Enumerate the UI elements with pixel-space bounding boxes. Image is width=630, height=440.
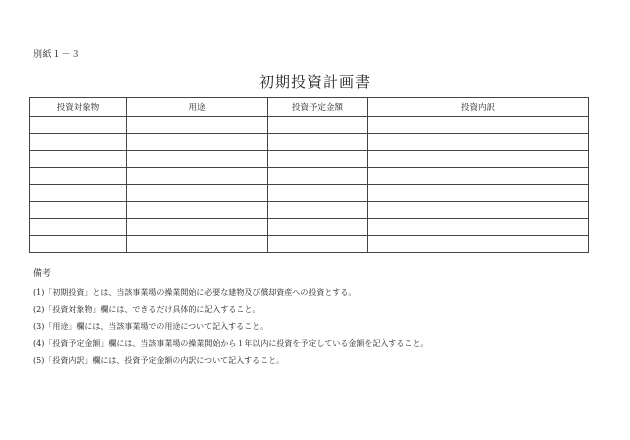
note-item: (3)「用途」欄には、当該事業場での用途について記入すること。 (33, 322, 269, 331)
table-header-row (30, 98, 589, 117)
cell-purpose[interactable] (127, 185, 268, 202)
cell-planned-amount[interactable] (268, 185, 368, 202)
cell-purpose[interactable] (127, 134, 268, 151)
header-planned-amount: 投資予定金額 (268, 98, 368, 117)
note-item: (5)「投資内訳」欄には、投資予定金額の内訳について記入すること。 (33, 356, 285, 365)
table-row (30, 236, 589, 253)
note-item: (1)「初期投資」とは、当該事業場の操業開始に必要な建物及び償却資産への投資とする。 (33, 288, 357, 297)
cell-purpose[interactable] (127, 236, 268, 253)
header-investment-target: 投資対象物 (30, 98, 127, 117)
cell-investment-breakdown[interactable] (368, 151, 589, 168)
notes-list (33, 284, 428, 369)
cell-purpose[interactable] (127, 151, 268, 168)
cell-investment-target[interactable] (30, 219, 127, 236)
page-title: 初期投資計画書 (258, 73, 371, 91)
cell-investment-breakdown[interactable] (368, 202, 589, 219)
cell-investment-target[interactable] (30, 134, 127, 151)
table-row (30, 134, 589, 151)
cell-investment-breakdown[interactable] (368, 168, 589, 185)
annex-label: 別紙１－３ (33, 50, 81, 60)
note-item: (2)「投資対象物」欄には、できるだけ具体的に記入すること。 (33, 305, 261, 314)
cell-planned-amount[interactable] (268, 151, 368, 168)
table-row (30, 219, 589, 236)
table-body (30, 117, 589, 253)
table-row (30, 185, 589, 202)
header-investment-breakdown: 投資内訳 (368, 98, 589, 117)
cell-planned-amount[interactable] (268, 168, 368, 185)
cell-investment-target[interactable] (30, 185, 127, 202)
cell-investment-target[interactable] (30, 168, 127, 185)
cell-investment-target[interactable] (30, 236, 127, 253)
cell-planned-amount[interactable] (268, 236, 368, 253)
table-row (30, 202, 589, 219)
cell-purpose[interactable] (127, 117, 268, 134)
cell-investment-breakdown[interactable] (368, 219, 589, 236)
note-item: (4)「投資予定金額」欄には、当該事業場の操業開始から１年以内に投資を予定している金額を記入すること。 (33, 339, 429, 348)
investment-plan-table (29, 97, 589, 253)
cell-planned-amount[interactable] (268, 134, 368, 151)
cell-investment-breakdown[interactable] (368, 134, 589, 151)
cell-investment-target[interactable] (30, 117, 127, 134)
cell-purpose[interactable] (127, 219, 268, 236)
cell-planned-amount[interactable] (268, 117, 368, 134)
cell-investment-breakdown[interactable] (368, 236, 589, 253)
cell-investment-target[interactable] (30, 151, 127, 168)
table-row (30, 151, 589, 168)
cell-investment-breakdown[interactable] (368, 185, 589, 202)
cell-purpose[interactable] (127, 202, 268, 219)
cell-investment-target[interactable] (30, 202, 127, 219)
cell-planned-amount[interactable] (268, 219, 368, 236)
table-row (30, 117, 589, 134)
cell-planned-amount[interactable] (268, 202, 368, 219)
table-row (30, 168, 589, 185)
notes-heading: 備考 (33, 269, 52, 279)
header-purpose: 用途 (127, 98, 268, 117)
cell-investment-breakdown[interactable] (368, 117, 589, 134)
cell-purpose[interactable] (127, 168, 268, 185)
